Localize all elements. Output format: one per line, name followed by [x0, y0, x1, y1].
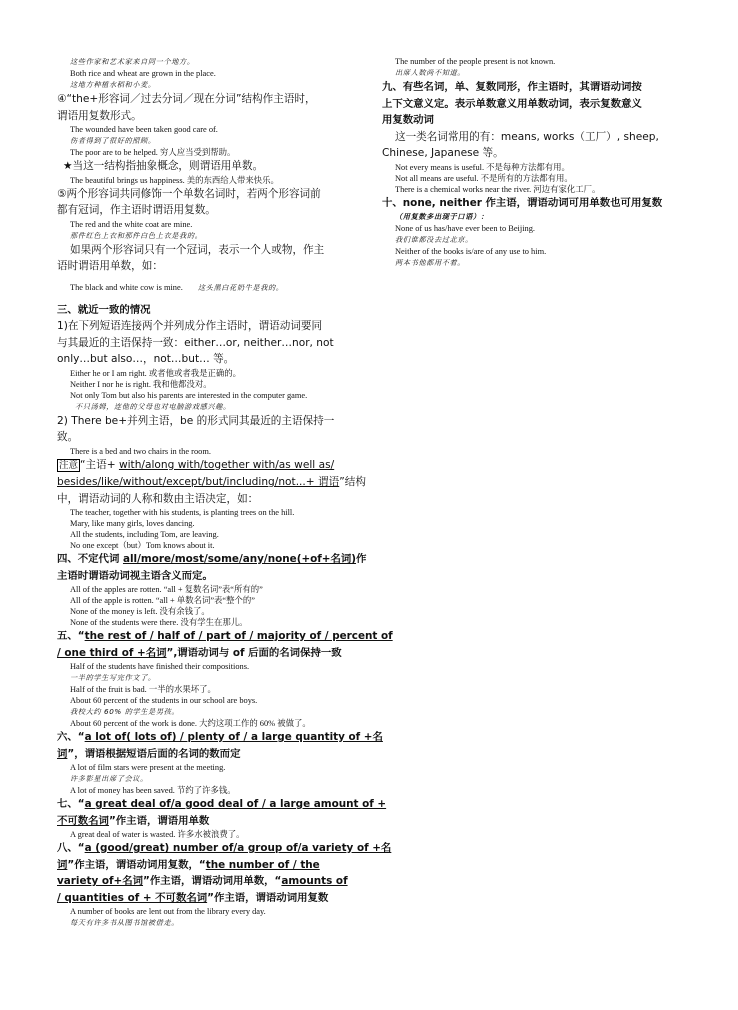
example-translation: 这头黑白花奶牛是我的。 [197, 282, 284, 292]
example-translation: 一半的学生写完作文了。 [70, 673, 156, 682]
section-heading: variety of+名词”作主语，谓语动词用单数，“amounts of [57, 875, 348, 887]
rule-text: 如果两个形容词只有一个冠词，表示一个人或物，作主 [70, 243, 325, 256]
example-translation: 每天有许多书从图书馆被借走。 [70, 918, 180, 927]
example-sentence: The number of the people present is not known. [395, 57, 556, 66]
example-sentence: The poor are to be helped. 穷人应当受到帮助。 [70, 148, 236, 157]
example-translation: 这地方种植水稻和小麦。 [70, 80, 156, 89]
section-heading: 主语时谓语动词视主语含义而定。 [57, 569, 213, 582]
rule-text: Chinese, Japanese 等。 [382, 147, 504, 159]
example-sentence: Neither of the books is/are of any use to him. [395, 247, 547, 256]
left-column [57, 56, 393, 929]
example-sentence: A lot of money has been saved. 节约了许多钱。 [70, 786, 236, 795]
example-translation: 我校大约 60% 的学生是男孩。 [70, 707, 180, 716]
section-heading: 八、“a (good/great) number of/a group of/a variety of +名 [57, 842, 392, 854]
rule-text: ★当这一结构指抽象概念，则谓语用单数。 [63, 160, 264, 172]
section-heading: / one third of +名词”,谓语动词与 of 后面的名词保持一致 [57, 646, 342, 659]
example-sentence: Either he or I am right. 或者他或者我是正确的。 [70, 368, 241, 378]
example-sentence: Not all means are useful. 不是所有的方法都有用。 [395, 173, 573, 183]
note-line [57, 474, 366, 491]
example-sentence: Neither I nor he is right. 我和他都没对。 [70, 379, 212, 389]
section-heading: 六、“a lot of( lots of) / plenty of / a large quantity of +名 [57, 731, 383, 743]
note-text: “主语+ [80, 458, 119, 471]
note-phrases: besides/like/without/except/but/including/not...+ 谓语 [57, 476, 340, 488]
example-translation: 不只汤姆，连他的父母也对电脑游戏感兴趣。 [75, 401, 231, 411]
example-sentence: Half of the fruit is bad. 一半的水果坏了。 [70, 685, 216, 694]
example-sentence: About 60 percent of the work is done. 大约这项工作的 60% 被做了。 [70, 719, 311, 728]
section-heading: 五、“the rest of / half of / part of / majority of / percent of [57, 630, 393, 642]
example-translation: 我们谁都没去过北京。 [395, 235, 473, 244]
section-heading: 不可数名词”作主语，谓语用单数 [57, 814, 210, 827]
section-heading: 九、有些名词，单、复数同形，作主语时，其谓语动词按 [382, 81, 642, 93]
example-sentence: About 60 percent of the students in our school are boys. [70, 696, 258, 705]
example-translation: 这些作家和艺术家来自同一个地方。 [70, 57, 195, 66]
section-heading: 十、none, neither 作主语，谓语动词可用单数也可用复数 [382, 196, 663, 209]
example-sentence: The wounded have been taken good care of. [70, 125, 218, 134]
example-sentence: The black and white cow is mine. [70, 282, 183, 292]
right-column [382, 56, 687, 269]
example-sentence: All the students, including Tom, are leaving. [70, 530, 219, 539]
example-sentence: The teacher, together with his students, is planting trees on the hill. [70, 508, 295, 517]
section-heading: 上下文意义定。表示单数意义用单数动词，表示复数意义 [382, 97, 642, 110]
example-sentence: None of the money is left. 没有余钱了。 [70, 607, 210, 616]
example-sentence: No one except（but）Tom knows about it. [70, 541, 215, 550]
rule-text: only…but also…，not…but… 等。 [57, 353, 235, 365]
example-sentence: There is a bed and two chairs in the room. [70, 446, 211, 456]
example-sentence: Mary, like many girls, loves dancing. [70, 519, 195, 528]
note-text: ”结构 [339, 476, 366, 488]
example-translation: 许多影星出席了会议。 [70, 774, 148, 783]
example-sentence: All of the apples are rotten. “all + 复数名词”表“所有的” [70, 585, 263, 594]
section-heading: 词”作主语，谓语动词用复数，“the number of / the [57, 858, 320, 871]
example-sentence: Half of the students have finished their compositions. [70, 662, 250, 671]
example-sentence: None of us has/have ever been to Beijing. [395, 224, 536, 233]
example-translation: 两本书他都用不着。 [395, 258, 466, 267]
rule-text: 都有冠词，作主语时谓语用复数。 [57, 204, 216, 216]
example-sentence: Not only Tom but also his parents are interested in the computer game. [70, 390, 308, 400]
rule-text: 语时谓语用单数，如： [57, 260, 163, 272]
example-sentence: The red and the white coat are mine. [70, 219, 193, 229]
example-translation: 出席人数尚不知道。 [395, 68, 466, 77]
section-heading: 词”，谓语根据短语后面的名词的数而定 [57, 747, 241, 760]
example-translation: 伤者得到了很好的照顾。 [70, 136, 156, 145]
section-heading: 四、不定代词 all/more/most/some/any/none(+of+名词)作 [57, 553, 367, 565]
example-sentence: There is a chemical works near the river. 河边有家化工厂。 [395, 184, 601, 194]
rule-text: 与其最近的主语保持一致：either…or, neither…nor, not [57, 336, 334, 349]
example-sentence: A lot of film stars were present at the meeting. [70, 763, 226, 772]
example-sentence: The beautiful brings us happiness. 美的东西给人带来快乐。 [70, 175, 279, 185]
section-heading: / quantities of + 不可数名词”作主语，谓语动词用复数 [57, 891, 329, 904]
rule-text: 中，谓语动词的人称和数由主语决定，如： [57, 492, 259, 505]
example-sentence: None of the students were there. 没有学生在那儿。 [70, 618, 248, 627]
example-translation: 那件红色上衣和那件白色上衣是我的。 [70, 230, 203, 240]
section-heading: 三、就近一致的情况 [57, 303, 151, 316]
section-heading: 七、“a great deal of/a good deal of / a large amount of + [57, 798, 387, 810]
rule-text: ④“the+形容词／过去分词／现在分词”结构作主语时， [57, 93, 316, 105]
rule-text: 谓语用复数形式。 [57, 109, 142, 122]
rule-text: 1)在下列短语连接两个并列成分作主语时，谓语动词要同 [57, 320, 323, 332]
rule-text: 致。 [57, 431, 79, 443]
example-line [57, 275, 357, 294]
example-sentence: All of the apple is rotten. “all + 单数名词”表“整个的” [70, 596, 255, 605]
note-line [57, 457, 357, 475]
example-sentence: Not every means is useful. 不是每种方法都有用。 [395, 162, 570, 172]
rule-text: ⑤两个形容词共同修饰一个单数名词时，若两个形容词前 [57, 187, 321, 200]
section-heading: 用复数动词 [382, 114, 434, 126]
example-sentence: Both rice and wheat are grown in the place. [70, 69, 216, 78]
note-phrases: with/along with/together with/as well as/ [118, 458, 335, 471]
section-note: （用复数多出现于口语）： [395, 212, 489, 221]
rule-text: 2) There be+并列主语，be 的形式同其最近的主语保持一 [57, 414, 335, 427]
note-label: 注意 [59, 459, 79, 471]
example-sentence: A number of books are lent out from the library every day. [70, 907, 266, 916]
rule-text: 这一类名词常用的有：means, works（工厂）, sheep, [395, 130, 659, 143]
example-sentence: A great deal of water is wasted. 许多水被浪费了。 [70, 830, 245, 839]
